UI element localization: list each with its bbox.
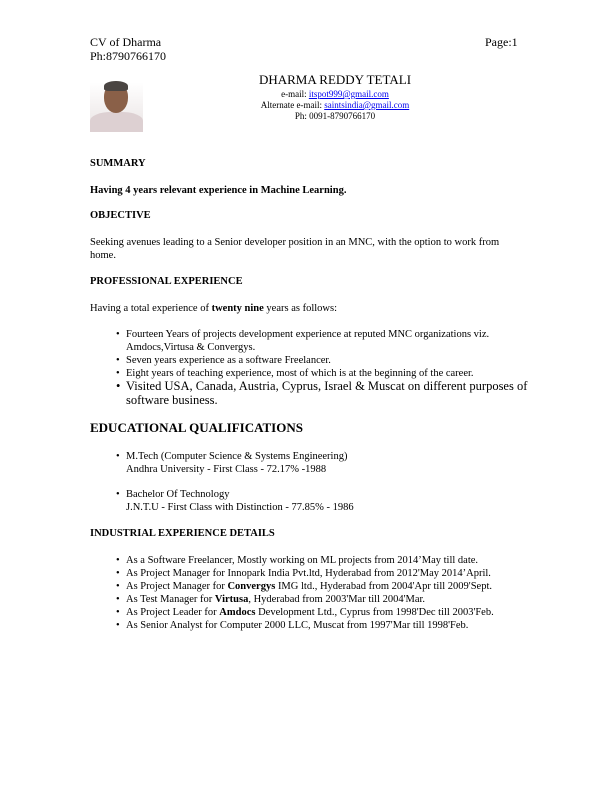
list-item-text: Eight years of teaching experience, most of which is at the beginning of the career. [126,368,474,379]
intro-text: Having a total experience of [90,303,212,314]
intro-text-end: years as follows: [263,303,337,314]
page-number: Page:1 [485,35,518,49]
experience-bold: Virtusa [214,594,249,605]
experience-pre: As Test Manager for [126,594,215,605]
alt-email-label: Alternate e-mail: [260,100,325,110]
summary-heading: SUMMARY [90,158,146,169]
experience-text [126,593,425,606]
experience-text [126,554,478,567]
experience-text [126,619,468,632]
list-item-continuation: Amdocs,Virtusa & Convergys. [126,342,256,353]
experience-post: Development Ltd., Cyprus from 1998'Dec till 2003'Feb. [255,607,494,618]
intro-bold: twenty nine [211,303,264,314]
summary-text: Having 4 years relevant experience in Machine Learning. [90,185,347,196]
list-item-text: Visited USA, Canada, Austria, Cyprus, Israel & Muscat on different purposes of [126,379,528,393]
experience-pre: As Project Manager for Innopark India Pvt.ltd, Hyderabad from 2012'May 2014’April. [126,568,491,579]
list-item-continuation: software business. [126,393,218,407]
objective-heading: OBJECTIVE [90,210,151,221]
alt-email-link[interactable]: saintsindia@gmail.com [324,100,410,110]
professional-heading: PROFESSIONAL EXPERIENCE [90,276,243,287]
email-link[interactable]: itspot999@gmail.com [308,89,389,99]
degree: M.Tech (Computer Science & Systems Engineering) [126,451,348,462]
list-item-text: Fourteen Years of projects development experience at reputed MNC organizations viz. [126,329,490,340]
professional-intro [90,302,337,315]
degree-detail: J.N.T.U - First Class with Distinction - 77.85% - 1986 [126,502,354,513]
degree: Bachelor Of Technology [126,489,230,500]
objective-line-1: Seeking avenues leading to a Senior developer position in an MNC, with the option to work from [90,237,500,248]
experience-bold: Convergys [227,581,276,592]
experience-text [126,580,492,593]
experience-pre: As a Software Freelancer, Mostly working on ML projects from 2014’May till date. [126,555,479,566]
experience-bold: Amdocs [219,607,256,618]
experience-post: IMG ltd., Hyderabad from 2004'Apr till 2009'Sept. [275,581,492,592]
header-title: CV of Dharma [90,35,162,49]
experience-pre: As Project Leader for [126,607,220,618]
education-heading: EDUCATIONAL QUALIFICATIONS [90,420,303,435]
experience-pre: As Project Manager for [126,581,228,592]
list-item-text: Seven years experience as a software Freelancer. [126,355,331,366]
experience-text [126,606,494,619]
objective-line-2: home. [90,250,116,261]
candidate-name: DHARMA REDDY TETALI [258,72,412,87]
header-phone: Ph:8790766170 [90,49,167,63]
experience-post: , Hyderabad from 2003'Mar till 2004'Mar. [248,594,426,605]
industrial-heading: INDUSTRIAL EXPERIENCE DETAILS [90,528,275,539]
email-label: e-mail: [281,89,309,99]
experience-pre: As Senior Analyst for Computer 2000 LLC, Muscat from 1997'Mar till 1998'Feb. [126,620,469,631]
experience-text [126,567,491,580]
degree-detail: Andhra University - First Class - 72.17% -1988 [126,464,327,475]
contact-phone: Ph: 0091-8790766170 [294,111,376,121]
